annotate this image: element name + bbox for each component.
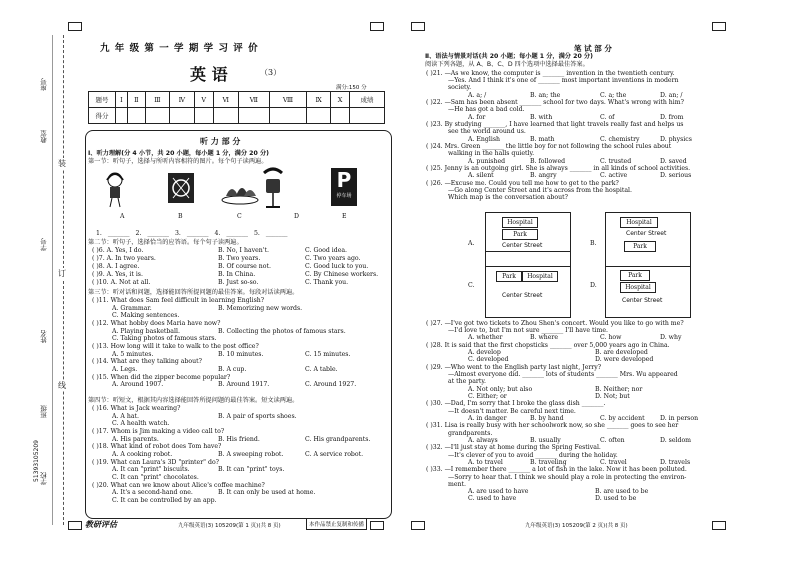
binding-char-zhuang: 装	[58, 159, 66, 168]
q21-line: society.	[448, 84, 472, 92]
score-header-cell: Ⅶ	[238, 92, 269, 108]
q13-option-b: B. 10 minutes.	[218, 350, 264, 358]
written-title: 笔 试 部 分	[574, 44, 612, 53]
map-d-street: Center Street	[622, 297, 663, 304]
q17-stem: ( )17. Whom is Jim making a video call to?	[92, 428, 225, 435]
q31-option-b: B. usually	[530, 436, 561, 444]
q22-option-d: D. from	[660, 113, 684, 121]
q29-stem: ( )29. —Who went to the English party last night, Jerry?	[426, 364, 602, 371]
corner-mark	[411, 22, 425, 31]
q19-option-a: A. It can "print" biscuits.	[112, 466, 190, 474]
part-3-instruction: 第三节：听对话和问题，选择能回答所提问题的最佳答案。每段对话读两遍。	[88, 289, 299, 296]
map-letter-b: B.	[590, 240, 597, 247]
map-b	[605, 212, 691, 274]
q33-line: —Sorry to hear that. I think we should play a role in protecting the environ-	[448, 473, 687, 481]
q27-option-d: D. why	[660, 334, 682, 342]
paper-cutting-icon	[165, 170, 197, 206]
score-header-cell: 题号	[89, 92, 116, 108]
q12-option-c: C. Taking photos of famous stars.	[112, 335, 217, 343]
q33-option-b: B. are used to be	[595, 488, 649, 495]
q33-option-a: A. are used to have	[468, 488, 529, 495]
q31-option-a: A. always	[468, 436, 498, 444]
score-cell	[194, 108, 213, 124]
part-2-instruction: 第二节：听句子，选择恰当的应答语。每个句子读两遍。	[88, 239, 243, 246]
q30-option-b: B. by hand	[530, 414, 564, 422]
map-b-hospital: Hospital	[620, 217, 658, 228]
corner-mark	[370, 22, 384, 31]
q21-option-c: C. a; the	[600, 91, 627, 99]
pic-letter-e: E	[342, 213, 347, 220]
map-c-park: Park	[496, 271, 522, 282]
score-cell	[350, 108, 385, 124]
q26-line: —Go along Center Street and it's across from the hospital.	[448, 187, 632, 195]
q8-option-b: B. Of course not.	[218, 263, 271, 270]
q8-option-c: C. Good luck to you.	[305, 263, 369, 270]
q14-stem: ( )14. What are they talking about?	[92, 358, 202, 366]
section-1-heading: Ⅰ、听力理解(分 4 小节，共 20 小题，每小题 1 分，满分 20 分)	[88, 150, 269, 157]
score-header-cell: Ⅰ	[116, 92, 128, 108]
pic-letter-c: C	[237, 213, 242, 220]
map-a-park: Park	[502, 229, 538, 240]
score-header-cell: 成绩	[350, 92, 385, 108]
q24-option-c: C. trusted	[600, 157, 632, 165]
footer-brand: 教研评估	[85, 519, 117, 529]
corner-mark	[411, 521, 425, 530]
map-d	[605, 266, 691, 318]
q22-option-a: A. for	[468, 113, 486, 121]
q32-option-a: A. to travel	[468, 458, 503, 466]
q25-option-c: C. active	[600, 172, 628, 180]
footer-notice: 本作品禁止复制和传播	[306, 518, 367, 530]
q17-option-c: C. His grandparents.	[305, 435, 371, 443]
score-header-cell: Ⅳ	[169, 92, 194, 108]
q18-option-a: A. A cooking robot.	[112, 451, 173, 458]
full-score: 满分:150 分	[336, 85, 367, 91]
q12-option-a: A. Playing basketball.	[112, 327, 180, 335]
q24-stem: ( )24. Mrs. Green _______ the little boy for not following the school rules about	[426, 143, 672, 151]
q30-option-a: A. in danger	[468, 414, 507, 422]
binding-solid-line	[52, 35, 53, 525]
score-header-cell: Ⅴ	[194, 92, 213, 108]
q7-option-b: B. Two years.	[218, 255, 261, 262]
q11-option-b: B. Memorizing new words.	[218, 304, 303, 312]
q23-option-d: D. physics	[660, 135, 692, 143]
listening-title: 听 力 部 分	[200, 136, 241, 146]
q33-option-d: D. used to be	[595, 495, 637, 503]
q29-option-c: C. Either; or	[468, 392, 507, 400]
q18-option-b: B. A sweeping robot.	[218, 451, 284, 458]
map-b-park: Park	[624, 241, 656, 252]
q25-option-d: D. serious	[660, 172, 692, 180]
q20-stem: ( )20. What can we know about Alice's coffee machine?	[92, 481, 265, 489]
q26-stem: ( )26. —Excuse me. Could you tell me how to get to the park?	[426, 180, 619, 187]
q9-option-a: ( )9. A. Yes, it is.	[92, 271, 143, 278]
score-row-label: 得分	[89, 108, 116, 124]
q28-stem: ( )28. It is said that the first chopsticks _______ over 5,000 years ago in China.	[426, 342, 670, 349]
q26-line: Which map is the conversation about?	[448, 194, 568, 202]
score-cell	[145, 108, 169, 124]
q10-option-a: ( )10. A. Not at all.	[92, 279, 151, 286]
score-cell	[116, 108, 128, 124]
q27-option-a: A. whether	[468, 334, 503, 342]
q6-option-c: C. Good idea.	[305, 247, 348, 254]
map-d-hospital: Hospital	[620, 282, 656, 293]
q23-line: see the world around us.	[448, 128, 526, 136]
q32-stem: ( )32. —I'll just stay at home during the Spring Festival.	[426, 444, 601, 452]
q25-stem: ( )25. Jenny is an outgoing girl. She is always _______ in all kinds of school activities.	[426, 165, 691, 173]
q9-option-c: C. By Chinese workers.	[305, 271, 379, 278]
q7-option-a: ( )7. A. In two years.	[92, 255, 156, 262]
q33-stem: ( )33. —I remember there _______ a lot of fish in the lake. Now it has been polluted.	[426, 466, 687, 474]
q14-option-c: C. A table.	[305, 366, 338, 373]
q27-option-b: B. where	[530, 334, 559, 342]
q6-option-b: B. No, I haven't.	[218, 247, 269, 254]
q30-stem: ( )30. —Dad, I'm sorry that I broke the glass dish _______.	[426, 400, 606, 408]
q29-option-b: B. Neither; nor	[595, 385, 643, 393]
parking-sign-icon: P 停车场	[331, 168, 357, 206]
q23-option-c: C. chemistry	[600, 135, 640, 143]
q28-option-d: D. were developed	[595, 356, 654, 364]
score-header-cell: Ⅷ	[269, 92, 306, 108]
q10-option-b: B. Just so-so.	[218, 279, 259, 286]
q16-option-b: B. A pair of sports shoes.	[218, 412, 297, 420]
grade-title: 九 年 级 第 一 学 期 学 习 评 价	[100, 43, 259, 54]
q22-option-c: C. of	[600, 113, 615, 121]
q15-option-a: A. Around 1907.	[112, 381, 164, 389]
score-header-cell: Ⅸ	[307, 92, 331, 108]
score-cell	[269, 108, 306, 124]
label-class: 班级	[40, 405, 48, 418]
corner-mark	[370, 521, 384, 530]
q13-option-c: C. 15 minutes.	[305, 350, 351, 358]
q32-line: —It's clever of you to avoid _______ during the holiday.	[448, 451, 618, 459]
map-c-street: Center Street	[502, 292, 543, 299]
score-cell	[307, 108, 331, 124]
map-b-street: Center Street	[626, 230, 667, 237]
q21-option-d: D. an; /	[660, 91, 683, 99]
q15-option-c: C. Around 1927.	[305, 381, 357, 389]
q29-line: —Almost everyone did. _______ lots of students _______ Mrs. Wu appeared	[448, 371, 678, 379]
score-header-cell: Ⅲ	[145, 92, 169, 108]
q32-option-b: B. traveling	[530, 458, 567, 466]
q24-option-d: D. saved	[660, 157, 687, 165]
q31-stem: ( )31. Lisa is really busy with her schoolwork now, so she _______ goes to see her	[426, 422, 679, 430]
corner-mark	[712, 22, 726, 31]
score-cell	[331, 108, 350, 124]
telephone-icon	[258, 165, 288, 210]
subject-title: 英 语	[190, 65, 228, 84]
score-cell	[213, 108, 238, 124]
q23-option-a: A. English	[468, 135, 500, 143]
q10-option-c: C. Thank you.	[305, 279, 349, 286]
label-student-no: 学号	[40, 238, 48, 251]
map-a	[485, 212, 571, 274]
binding-char-xian: 线	[58, 381, 66, 390]
q7-option-c: C. Two years ago.	[305, 255, 361, 262]
q30-line: —It doesn't matter. Be careful next time.	[448, 407, 576, 415]
q21-line: —Yes. And I think it's one of _______ most important inventions in modern	[448, 77, 679, 85]
q13-stem: ( )13. How long will it take to walk to the post office?	[92, 343, 259, 350]
score-table	[88, 91, 385, 124]
corner-mark	[68, 521, 82, 530]
q30-option-c: C. by accident	[600, 414, 645, 422]
score-header-cell: Ⅹ	[331, 92, 350, 108]
boy-headphones-icon	[100, 170, 130, 208]
binding-char-ding: 订	[58, 269, 66, 278]
q28-option-b: B. are developed	[595, 349, 648, 357]
map-a-street: Center Street	[502, 242, 543, 249]
parking-sign-text: 停车场	[336, 193, 352, 199]
score-cell	[238, 108, 269, 124]
label-name: 姓名	[40, 330, 48, 343]
q16-stem: ( )16. What is Jack wearing?	[92, 405, 181, 412]
q22-line: —He has got a bad cold.	[448, 106, 525, 114]
label-classroom: 教室	[40, 130, 48, 143]
q15-stem: ( )15. When did the zipper become popular?	[92, 373, 231, 381]
q29-line: at the party.	[448, 378, 486, 386]
q21-option-a: A. a; /	[468, 91, 487, 99]
barcode-number: 51393105209	[33, 440, 40, 482]
pic-letter-b: B	[178, 213, 183, 220]
score-header-row	[89, 92, 385, 108]
q11-option-a: A. Grammar.	[112, 304, 152, 312]
q18-option-c: C. A service robot.	[305, 451, 364, 458]
q14-option-b: B. A cup.	[218, 366, 247, 373]
q16-option-a: A. A hat.	[112, 412, 139, 420]
q28-option-a: A. develop	[468, 349, 501, 357]
label-seat: 座号	[40, 78, 48, 91]
q23-stem: ( )23. By studying _______, I have learned that light travels really fast and helps us	[426, 121, 684, 129]
q33-option-c: C. used to have	[468, 495, 517, 503]
q32-option-d: D. travels	[660, 458, 691, 466]
q16-option-c: C. A health watch.	[112, 420, 170, 428]
part-4-instruction: 第四节：听短文，根据其内容选择能回答所提问题的最佳答案。短文读两遍。	[88, 397, 299, 404]
q24-option-b: B. followed	[530, 157, 566, 165]
q13-option-a: A. 5 minutes.	[112, 350, 154, 358]
q30-option-d: D. in person	[660, 414, 699, 422]
q9-option-b: B. In China.	[218, 271, 256, 278]
score-header-cell: Ⅱ	[127, 92, 145, 108]
pic-letter-d: D	[294, 213, 299, 220]
q23-option-b: B. math	[530, 135, 555, 143]
map-letter-d: D.	[590, 282, 597, 289]
q17-option-a: A. His parents.	[112, 435, 159, 443]
q19-option-c: C. It can "print" chocolates.	[112, 474, 199, 481]
score-cell	[169, 108, 194, 124]
q11-stem: ( )11. What does Sam feel difficult in learning English?	[92, 297, 265, 304]
part-1-instruction: 第一节：听句子，选择与所听内容相符的图片。每个句子读两遍。	[88, 158, 268, 165]
q12-option-b: B. Collecting the photos of famous stars.	[218, 327, 346, 335]
map-c	[485, 266, 571, 318]
answer-blanks-1-5: 1. _______ 2. _______ 3. _______ 4. _______ 5. _______	[96, 230, 288, 237]
q22-option-b: B. with	[530, 113, 553, 121]
q20-option-b: B. It can only be used at home.	[218, 489, 316, 497]
q15-option-b: B. Around 1917.	[218, 381, 270, 389]
q22-stem: ( )22. —Sam has been absent _______ school for two days. What's wrong with him?	[426, 99, 684, 107]
q21-option-b: B. an; the	[530, 91, 561, 99]
q33-line: ment.	[448, 480, 466, 488]
dumplings-icon	[220, 172, 260, 206]
q8-option-a: ( )8. A. I agree.	[92, 263, 140, 270]
score-cell	[127, 108, 145, 124]
footer-page-1: 九年级英语(3) 105209(第 1 页)(共 8 页)	[178, 523, 281, 529]
section-2-instruction: 阅读下列各题，从 A、B、C、D 四个选项中选择最佳答案。	[425, 61, 589, 68]
q14-option-a: A. Legs.	[112, 366, 138, 373]
q29-option-d: D. Not; but	[595, 392, 630, 400]
map-d-park: Park	[620, 270, 650, 281]
q19-option-b: B. It can "print" toys.	[218, 466, 285, 474]
map-a-hospital: Hospital	[502, 217, 538, 228]
q31-option-d: D. seldom	[660, 436, 692, 444]
paper-number: （3）	[260, 68, 282, 77]
map-letter-c: C.	[468, 282, 475, 289]
map-a-road	[486, 251, 570, 252]
label-school: 学校	[40, 472, 48, 485]
q27-stem: ( )27. —I've got two tickets to Zhou Shen's concert. Would you like to go with me?	[426, 320, 684, 327]
map-letter-a: A.	[468, 240, 475, 247]
section-2-heading: Ⅱ、语法与情景对话(共 20 小题；每小题 1 分，满分 20 分)	[425, 53, 593, 60]
q17-option-b: B. His friend.	[218, 435, 260, 443]
q20-option-c: C. It can be controlled by an app.	[112, 497, 217, 504]
q21-stem: ( )21. —As we know, the computer is _______ invention in the twentieth century.	[426, 70, 675, 77]
q31-line: grandparents.	[448, 429, 493, 437]
q18-stem: ( )18. What kind of robot does Tom have?	[92, 443, 222, 451]
corner-mark	[712, 521, 726, 530]
q28-option-c: C. developed	[468, 356, 509, 364]
q6-option-a: ( )6. A. Yes, I do.	[92, 247, 144, 254]
q12-stem: ( )12. What hobby does Maria have now?	[92, 320, 221, 327]
q29-option-a: A. Not only; but also	[468, 385, 533, 393]
q31-option-c: C. often	[600, 436, 625, 444]
q27-option-c: C. how	[600, 334, 622, 342]
score-header-cell: Ⅵ	[213, 92, 238, 108]
q24-option-a: A. punished	[468, 157, 506, 165]
q25-option-b: B. angry	[530, 172, 557, 180]
corner-mark	[68, 22, 82, 31]
q25-option-a: A. silent	[468, 172, 494, 180]
q27-line: —I'd love to, but I'm not sure _______ I'll have time.	[448, 327, 608, 335]
score-value-row	[89, 108, 385, 124]
q20-option-a: A. It's a second-hand one.	[112, 489, 193, 497]
map-c-hospital: Hospital	[522, 271, 558, 282]
q11-option-c: C. Making sentences.	[112, 312, 180, 320]
footer-page-2: 九年级英语(3) 105209(第 2 页)(共 8 页)	[525, 523, 628, 529]
pic-letter-a: A	[120, 213, 125, 220]
binding-dashed-line	[63, 35, 64, 525]
q32-option-c: C. travel	[600, 458, 627, 466]
q24-line: walking in the halls quietly.	[448, 150, 535, 158]
q19-stem: ( )19. What can Laura's 3D "printer" do?	[92, 458, 219, 466]
